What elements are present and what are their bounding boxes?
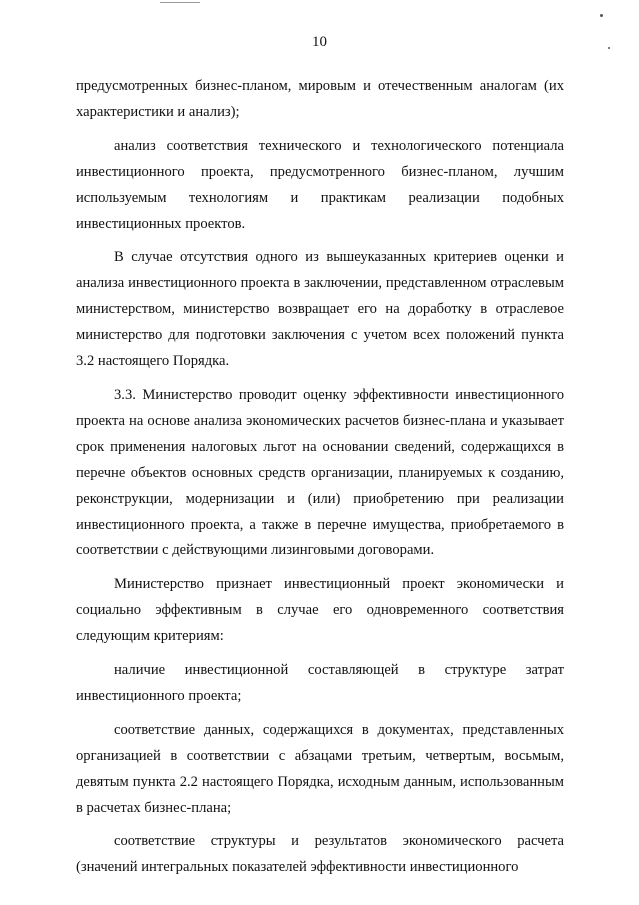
paragraph: анализ соответствия технического и технологического потенциала инвестиционного проекта, предусмотренного бизнес-планом, лучшим используемым технологиям и практикам реализации подобных инвестиционных проектов.: [76, 137, 564, 232]
paragraph: 3.3. Министерство проводит оценку эффективности инвестиционного проекта на основе анализа экономических расчетов бизнес-плана и указывает срок применения налоговых льгот на основании сведений, содержащихся в перечне объектов основных средств организации, планируемых к созданию, реконструкции, модернизации и (или) приобретению при реализации инвестиционного проекта, а также в перечне имущества, приобретаемого в соответствии с действующими лизинговыми договорами.: [76, 386, 564, 559]
scan-speck: [160, 2, 200, 3]
scan-speck: [608, 47, 610, 49]
paragraph: Министерство признает инвестиционный проект экономически и социально эффективным в случае его одновременного соответствия следующим критериям:: [76, 576, 564, 645]
document-body: [76, 74, 564, 889]
paragraph: В случае отсутствия одного из вышеуказанных критериев оценки и анализа инвестиционного проекта в заключении, представленном отраслевым министерством, министерство возвращает его на доработку в отраслевое министерство для подготовки заключения с учетом всех положений пункта 3.2 настоящего Порядка.: [76, 249, 564, 370]
page-number: 10: [312, 34, 327, 50]
scan-speck: [600, 14, 603, 17]
paragraph-continued: предусмотренных бизнес-планом, мировым и отечественным аналогам (их характеристики и анализ);: [76, 78, 564, 120]
paragraph: соответствие структуры и результатов экономического расчета (значений интегральных показателей эффективности инвестиционного: [76, 833, 564, 876]
paragraph: соответствие данных, содержащихся в документах, представленных организацией в соответствии с абзацами третьим, четвертым, восьмым, девятым пункта 2.2 настоящего Порядка, исходным данным, использованным в расчетах бизнес-плана;: [76, 721, 564, 816]
paragraph: наличие инвестиционной составляющей в структуре затрат инвестиционного проекта;: [76, 662, 564, 704]
